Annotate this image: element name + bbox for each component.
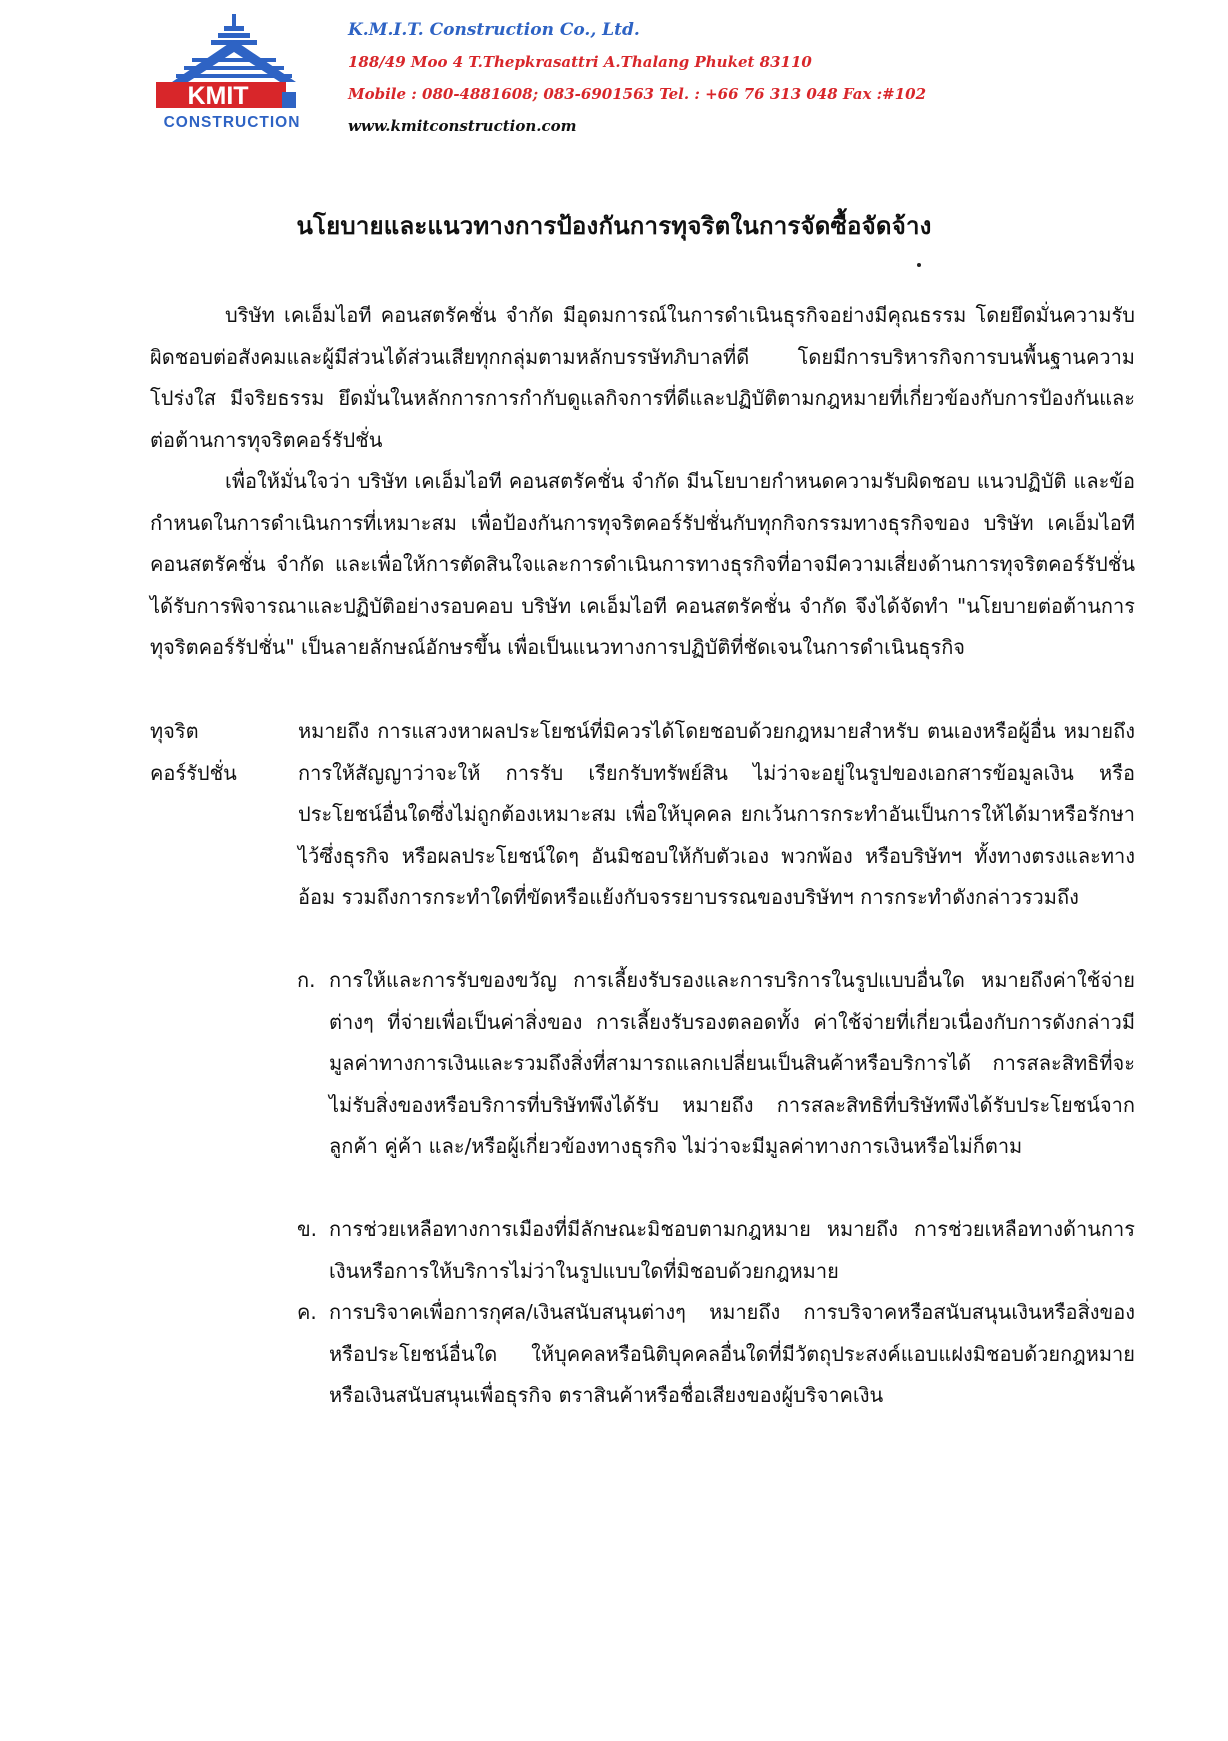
logo-text: KMIT bbox=[187, 82, 249, 110]
company-info bbox=[348, 14, 926, 142]
term-line-2: คอร์รัปชั่น bbox=[150, 760, 237, 785]
definition-term bbox=[150, 711, 280, 794]
document-title: นโยบายและแนวทางการป้องกันการทุจริตในการจัดซื้อจัดจ้าง bbox=[296, 212, 932, 240]
scan-speck bbox=[917, 263, 921, 267]
list-item-text: การช่วยเหลือทางการเมืองที่มีลักษณะมิชอบตามกฎหมาย หมายถึง การช่วยเหลือทางด้านการเงินหรือการให้บริการไม่ว่าในรูปแบบใดที่มิชอบด้วยกฎหมาย bbox=[329, 1217, 1135, 1283]
company-name: K.M.I.T. Construction Co., Ltd. bbox=[348, 20, 640, 40]
list-item-marker: ข. bbox=[297, 1217, 318, 1241]
logo-subtext: CONSTRUCTION bbox=[163, 114, 301, 131]
list-item-text: การบริจาคเพื่อการกุศล/เงินสนับสนุนต่างๆ หมายถึง การบริจาคหรือสนับสนุนเงินหรือสิ่งของหรือประโยชน์อื่นใด ให้บุคคลหรือนิติบุคคลอื่นใดที่มีวัตถุประสงค์แอบแฝงมิชอบด้วยกฎหมายหรือเงินสนับสนุนเพื่อธุรกิจ ตราสินค้าหรือชื่อเสียงของผู้บริจาคเงิน bbox=[329, 1300, 1135, 1407]
definition-text: หมายถึง การแสวงหาผลประโยชน์ที่มิควรได้โดยชอบด้วยกฎหมายสำหรับ ตนเองหรือผู้อื่น หมายถึง การให้สัญญาว่าจะให้ การรับ เรียกรับทรัพย์สิน ไม่ว่าจะอยู่ในรูปของเอกสารข้อมูลเงิน หรือประโยชน์อื่นใดซึ่งไม่ถูกต้องเหมาะสม เพื่อให้บุคคล ยกเว้นการกระทำอันเป็นการให้ได้มาหรือรักษาไว้ซึ่งธุรกิจ หรือผลประโยชน์ใดๆ อันมิชอบให้กับตัวเอง พวกพ้อง หรือบริษัทฯ ทั้งทางตรงและทางอ้อม รวมถึงการกระทำใดที่ขัดหรือแย้งกับจรรยาบรรณของบริษัทฯ การกระทำดังกล่าวรวมถึง bbox=[298, 719, 1135, 909]
company-website: www.kmitconstruction.com bbox=[348, 117, 577, 135]
intro-paragraph: บริษัท เคเอ็มไอที คอนสตรัคชั่น จำกัด มีอุดมการณ์ในการดำเนินธุรกิจอย่างมีคุณธรรม โดยยึดมั่นความรับผิดชอบต่อสังคมและผู้มีส่วนได้ส่วนเสียทุกกลุ่มตามหลักบรรษัทภิบาลที่ดี โดยมีการบริหารกิจการบนพื้นฐานความโปร่งใส มีจริยธรรม ยึดมั่นในหลักการการกำกับดูแลกิจการที่ดีและปฏิบัติตามกฎหมายที่เกี่ยวข้องกับการป้องกันและต่อต้านการทุจริตคอร์รัปชั่น bbox=[150, 303, 1135, 452]
list-item-marker: ค. bbox=[297, 1300, 317, 1324]
logo-spire bbox=[232, 14, 236, 26]
company-address: 188/49 Moo 4 T.Thepkrasattri A.Thalang Phuket 83110 bbox=[348, 53, 812, 71]
term-line-1: ทุจริต bbox=[150, 719, 199, 743]
company-phones: Mobile : 080-4881608; 083-6901563 Tel. : +66 76 313 048 Fax :#102 bbox=[348, 85, 927, 103]
kmit-logo bbox=[148, 12, 338, 137]
purpose-paragraph: เพื่อให้มั่นใจว่า บริษัท เคเอ็มไอที คอนสตรัคชั่น จำกัด มีนโยบายกำหนดความรับผิดชอบ แนวปฏิบัติ และข้อกำหนดในการดำเนินการที่เหมาะสม เพื่อป้องกันการทุจริตคอร์รัปชั่นกับทุกกิจกรรมทางธุรกิจของ บริษัท เคเอ็มไอที คอนสตรัคชั่น จำกัด และเพื่อให้การตัดสินใจและการดำเนินการทางธุรกิจที่อาจมีความเสี่ยงด้านการทุจริตคอร์รัปชั่นได้รับการพิจารณาและปฏิบัติอย่างรอบคอบ บริษัท เคเอ็มไอที คอนสตรัคชั่น จำกัด จึงได้จัดทำ "นโยบายต่อต้านการทุจริตคอร์รัปชั่น" เป็นลายลักษณ์อักษรขึ้น เพื่อเป็นแนวทางการปฏิบัติที่ชัดเจนในการดำเนินธุรกิจ bbox=[150, 469, 1135, 659]
list-item-marker: ก. bbox=[297, 968, 316, 992]
list-item-text: การให้และการรับของขวัญ การเลี้ยงรับรองและการบริการในรูปแบบอื่นใด หมายถึงค่าใช้จ่ายต่างๆ ที่จ่ายเพื่อเป็นค่าสิ่งของ การเลี้ยงรับรองตลอดทั้ง ค่าใช้จ่ายที่เกี่ยวเนื่องกับการดังกล่าวมีมูลค่าทางการเงินและรวมถึงสิ่งที่สามารถแลกเปลี่ยนเป็นสินค้าหรือบริการได้ การสละสิทธิที่จะไม่รับสิ่งของหรือบริการที่บริษัทพึงได้รับ หมายถึง การสละสิทธิที่บริษัทพึงได้รับประโยชน์จากลูกค้า คู่ค้า และ/หรือผู้เกี่ยวข้องทางธุรกิจ ไม่ว่าจะมีมูลค่าทางการเงินหรือไม่ก็ตาม bbox=[329, 968, 1135, 1158]
